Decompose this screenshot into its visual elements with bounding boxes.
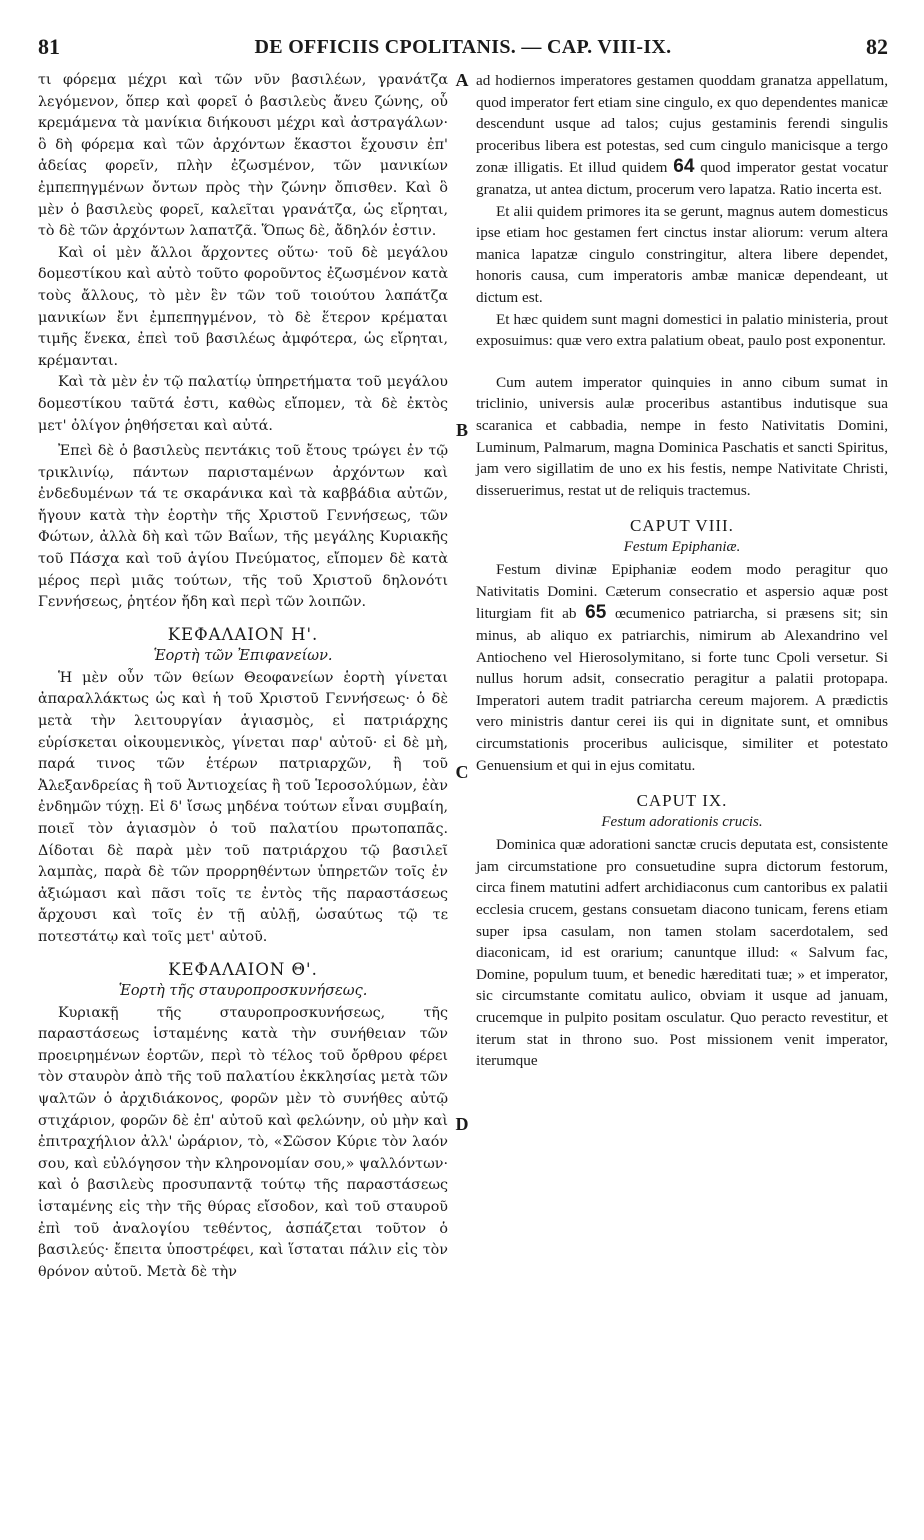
chapter-heading-greek-8: ΚΕΦΑΛΑΙΟΝ Η'.: [167, 624, 319, 644]
running-head: [38, 34, 888, 64]
latin-paragraph: [476, 559, 888, 776]
chapter-heading-latin-8: CAPUT VIII.: [630, 516, 734, 536]
latin-paragraph: Et hæc quidem sunt magni domestici in palatio ministeria, prout exposuimus: quæ vero extra palatium obeat, paulo post exponentur.: [476, 310, 888, 350]
margin-letter-d: D: [455, 1114, 469, 1134]
margin-letter-c: C: [455, 762, 469, 782]
marginal-page-number: 64: [673, 156, 695, 178]
chapter-heading-greek-9: ΚΕΦΑΛΑΙΟΝ Θ'.: [168, 959, 318, 979]
greek-paragraph: Ἡ μὲν οὖν τῶν θείων Θεοφανείων ἑορτὴ γίνεται ἀπαραλλάκτως ὡς καὶ ἡ τοῦ Χριστοῦ Γεννήσεως· ὁ δὲ μετὰ τὴν λειτουργίαν ἁγιασμὸς, εἰ πατριάρχης εὑρίσκεται οἰκουμενικὸς, γίνεται παρ' αὐτοῦ· εἰ δὲ μὴ, παρά τινος τῶν ἑτέρων πατριαρχῶν, ἢ τοῦ Ἀλεξανδρείας ἢ τοῦ Ἀντιοχείας ἢ τοῦ Ἱεροσολύμων, ἐὰν ἐνδημῶν τύχῃ. Εἰ δ' ἴσως μηδένα τούτων εἶναι συμβαίη, ποιεῖ τὸν ἁγιασμὸν ὁ τοῦ παλατίου πρωτοπαπᾶς. Δίδοται δὲ παρὰ μὲν τοῦ πατριάρχου τῷ βασιλεῖ λαμπὰς, παρὰ δὲ τῶν προρρηθέντων ὑπηρετῶν τοῖς ἐν ἀξιώμασι καὶ πᾶσι τοῖς τε ἐντὸς τῆς παραστάσεως ἄρχουσι καὶ τοῖς ἐν τῇ αὐλῇ, ὡσαύτως τῷ τε ποτεστάτῳ καὶ τοῖς μετ' αὐτοῦ.: [38, 669, 448, 945]
latin-column: [476, 70, 888, 1072]
latin-text: ad hodiernos imperatores gestamen quoddam granatza appellatum, quod imperator fert etiam sine cingulo, ex quo dependentes manicæ descendunt usque ad talos; cujus gestaminis ferendi singulis proceribus libera est potestas, sed cum cingulo manicisque a tergo zonæ illigatis. Et illud quidem: [476, 72, 888, 177]
latin-text: Festum divinæ Epiphaniæ eodem modo peragitur quo Nativitatis Domini. Cæterum consecratio et aspersio aquæ post liturgiam fit ab: [476, 561, 888, 623]
chapter-heading-latin-9: CAPUT IX.: [636, 791, 728, 811]
greek-paragraph: Καὶ τὰ μὲν ἐν τῷ παλατίῳ ὑπηρετήματα τοῦ μεγάλου δομεστίκου ταῦτά ἐστι, καθὼς εἴπομεν, τὰ δὲ ἐκτὸς μετ' ὀλίγον ῥηθήσεται καὶ αὐτά.: [38, 374, 448, 434]
greek-paragraph: Καὶ οἱ μὲν ἄλλοι ἄρχοντες οὕτω· τοῦ δὲ μεγάλου δομεστίκου καὶ αὐτὸ τοῦτο φοροῦντος ἐζωσμένον κατὰ τοὺς ἄλλους, τὸ μὲν ἓν τῶν τοῦ τοιούτου λαπάτζα μανικίων ἔνι ἐμπεπηγμένον, τὸ δὲ ἕτερον κρέμαται τιμῆς ἕνεκα, ἐπεὶ τοῦ βασιλέως ἀμφότερα, ὡς εἴρηται, κρέμανται.: [38, 244, 448, 369]
margin-letter-b: B: [455, 420, 468, 440]
chapter-subtitle-greek-8: Ἑορτὴ τῶν Ἐπιφανείων.: [153, 647, 333, 664]
greek-paragraph: τι φόρεμα μέχρι καὶ τῶν νῦν βασιλέων, γρανάτζα λεγόμενον, ὅπερ καὶ φορεῖ ὁ βασιλεὺς ἄνευ ζώνης, οὗ κρεμάμενα τὰ μανίκια διήκουσι μέχρι καὶ ἀστραγάλων· ὃ δὴ φόρεμα καὶ τῶν ἀρχόντων ἕκαστοι ἔχουσιν ἐπ' ἀδείας φορεῖν, πλὴν ἐζωσμένον, τῶν μανικίων ἐμπεπηγμένων ὄντων πρὸς τὴν ζώνην ὄπισθεν. Καὶ ὃ μὲν ὁ βασιλεὺς φορεῖ, καλεῖται γρανάτζα, ὡς εἴρηται, τὸ δὲ τῶν ἀρχόντων λαπατζᾶ. Ὅπως δὲ, ἄδηλόν ἐστιν.: [38, 72, 448, 240]
chapter-subtitle-greek-9: Ἑορτὴ τῆς σταυροπροσκυνήσεως.: [118, 982, 368, 999]
running-title: DE OFFICIIS CPOLITANIS. — CAP. VIII-IX.: [254, 36, 672, 58]
latin-text: quod imperator gestat vocatur granatza, ut antea dictum, procerum vero lapatza. Ratio incerta est.: [476, 159, 888, 198]
latin-paragraph: Cum autem imperator quinquies in anno cibum sumat in triclinio, universis aulæ proceribus astantibus indutisque sua scaranica et cabbadia, nempe in festo Nativitatis Domini, Luminum, Palmarum, magna Dominica Paschatis et sancti Spiritus, jam vero sigillatim de uno ex his festis, nempe Nativitate Christi, disseruerimus, restat ut de reliquis tractemus.: [476, 373, 888, 499]
page-number-right: 82: [866, 34, 888, 59]
latin-text: œcumenico patriarcha, si præsens sit; sin minus, ab aliquo ex patriarchis, nimirum ab Alexandrino vel Antiocheno vel Hierosolymitano, si forte tunc Cpoli versetur. Si nullus horum adsit, consecratio peragitur a palatii protopapa. Imperatori autem tradit patriarcha cereum majorem. A prædictis vero ministris dantur cerei iis qui in dignitate sunt, et omnibus circumstationis proceribus aulicisque, similiter et potestato Genuensium et qui in ejus comitatu.: [476, 605, 888, 774]
greek-paragraph: Ἐπεὶ δὲ ὁ βασιλεὺς πεντάκις τοῦ ἔτους τρώγει ἐν τῷ τρικλινίῳ, πάντων παρισταμένων ἀρχόντων καὶ ἐνδεδυμένων τά τε σκαράνικα καὶ τὰ καββάδια αὐτῶν, ἤγουν κατὰ τὴν ἑορτὴν τῆς Χριστοῦ Γεννήσεως, τῶν Φώτων, ἀλλὰ δὴ καὶ τῶν Βαΐων, τῆς μεγάλης Κυριακῆς τοῦ Πάσχα καὶ τοῦ ἁγίου Πνεύματος, εἴπομεν δὲ κατὰ μέρος περὶ μιᾶς τούτων, τῆς τοῦ Χριστοῦ δηλονότι Γεννήσεως, ῥητέον ἤδη καὶ περὶ τῶν λοιπῶν.: [38, 443, 448, 611]
greek-paragraph: Κυριακῇ τῆς σταυροπροσκυνήσεως, τῆς παραστάσεως ἱσταμένης κατὰ τὴν συνήθειαν τῶν προειρημένων ἑορτῶν, περὶ τὸ τέλος τοῦ ὄρθρου φέρει τὸν σταυρὸν ἀπὸ τῆς τοῦ παλατίου ἐκκλησίας μετὰ τῶν ψαλτῶν ὁ ἀρχιδιάκονος, φορῶν μὲν τὸ συνήθες αὐτῷ στιχάριον, φορῶν δὲ ἐπ' αὐτοῦ καὶ φελώνην, οὐ μὴν καὶ ἐπιτραχήλιον ἀλλ' ὠράριον, τὸ, «Σῶσον Κύριε τὸν λαόν σου, καὶ εὐλόγησον τὴν κληρονομίαν σου,» ψαλλόντων· καὶ ὁ βασιλεὺς προσυπαντᾷ τούτῳ τῆς παραστάσεως ἱσταμένης εἰς τὴν τῆς θύρας εἴσοδον, καὶ τοῦ σταυροῦ ἐπὶ τοῦ ἀναλογίου τεθέντος, ἀσπάζεται τοῦτον ὁ βασιλεύς· ἔπειτα ὑποστρέφει, καὶ ἵσταται πάλιν εἰς τὸν θρόνον αὐτοῦ. Μετὰ δὲ τὴν: [38, 1004, 448, 1280]
latin-paragraph: Dominica quæ adorationi sanctæ crucis deputata est, consistente jam circumstatione pro consuetudine supra dictorum festorum, circa finem matutini adfert archidiaconus cum cantoribus ex palatii ecclesia crucem, gestans consuetam diacono tunicam, ferens etiam super ipsa casulam, non tamen stolam sacerdotalem, sed diaconicam, id est orarium; canuntque illud: « Salvum fac, Domine, populum tuum, et benedic hæreditati tuæ; » et imperator, sic circumstante comitatu aulico, obviam it usque ad januam, crucemque in pulpito positam osculatur. Quo peracto revestitur, et iterum stat in throno suo. Post missionem venit imperator, iterumque: [476, 836, 888, 1070]
latin-paragraph: Et alii quidem primores ita se gerunt, magnus autem domesticus ipse etiam hoc gestamen fert cinctus instar aliorum: verum altera manica lapatzæ cingulo constringitur, altera libere dependet, honoris causa, cum imperatoris ambæ manicæ dependeant, ut dictum est.: [476, 202, 888, 306]
chapter-subtitle-latin-9: Festum adorationis crucis.: [601, 814, 763, 831]
marginal-page-number: 65: [585, 602, 607, 624]
latin-paragraph: [476, 70, 888, 201]
page-number-left: 81: [38, 34, 60, 59]
chapter-subtitle-latin-8: Festum Epiphaniæ.: [623, 539, 741, 556]
margin-letter-a: A: [455, 70, 469, 90]
greek-column: [38, 70, 448, 1283]
